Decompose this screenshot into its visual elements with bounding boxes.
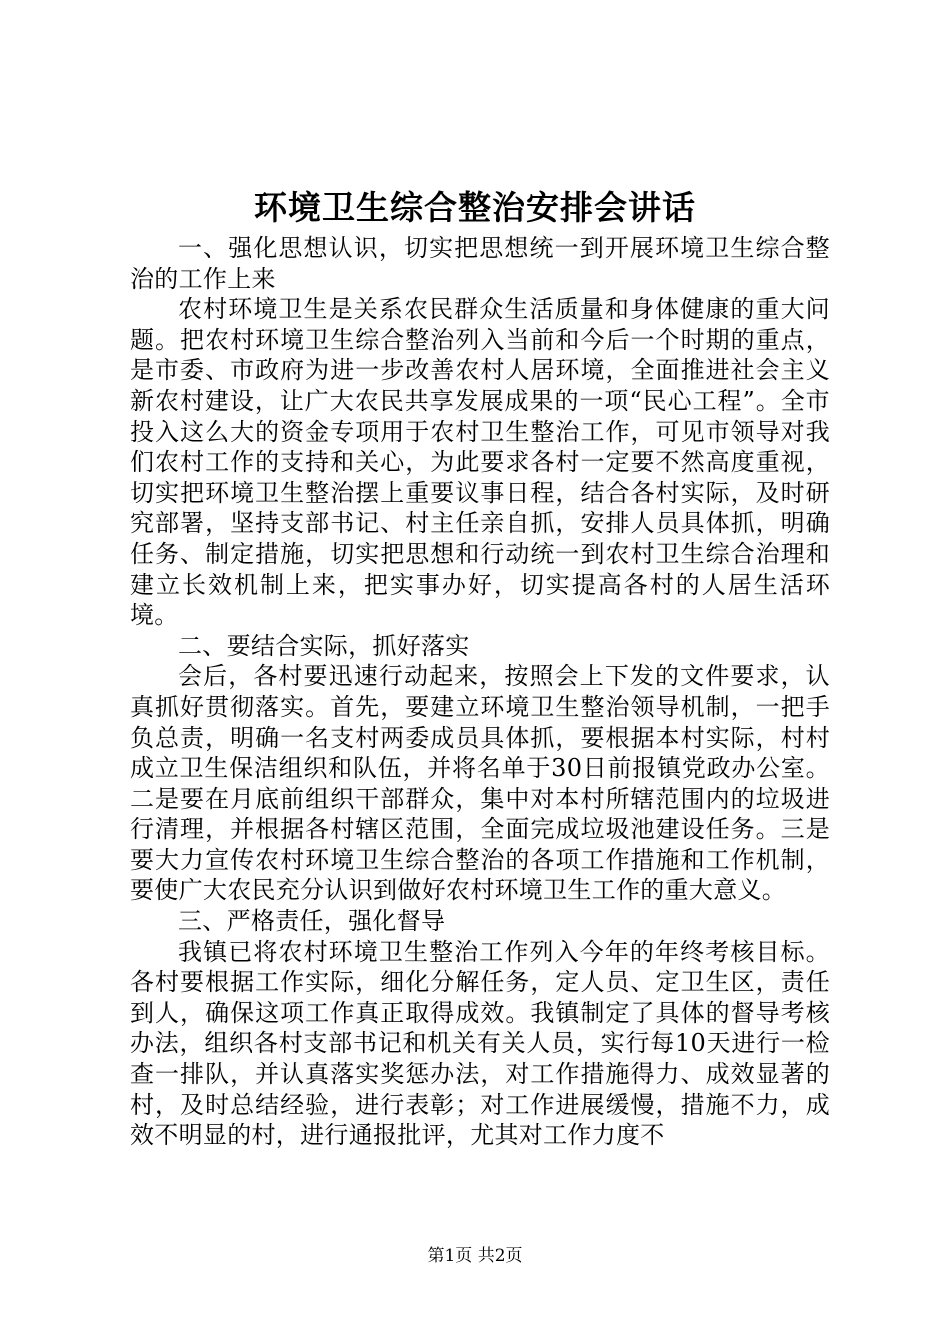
- document-title: 环境卫生综合整治安排会讲话: [254, 188, 696, 227]
- section-paragraph-3: 我镇已将农村环境卫生整治工作列入今年的年终考核目标。各村要根据工作实际，细化分解任务，定人员、定卫生区，责任到人，确保这项工作真正取得成效。我镇制定了具体的督导考核办法，组织各村支部书记和机关有关人员，实行每10天进行一检查一排队，并认真落实奖惩办法，对工作措施得力、成效显著的村，及时总结经验，进行表彰；对工作进展缓慢，措施不力，成效不明显的村，进行通报批评，尤其对工作力度不: [130, 937, 830, 1150]
- page-footer: 第1页 共2页: [427, 1246, 523, 1266]
- section-paragraph-1: 农村环境卫生是关系农民群众生活质量和身体健康的重大问题。把农村环境卫生综合整治列入当前和今后一个时期的重点，是市委、市政府为进一步改善农村人居环境，全面推进社会主义新农村建设，让广大农民共享发展成果的一项“民心工程”。全市投入这么大的资金专项用于农村卫生整治工作，可见市领导对我们农村工作的支持和关心，为此要求各村一定要不然高度重视，切实把环境卫生整治摆上重要议事日程，结合各村实际，及时研究部署，坚持支部书记、村主任亲自抓，安排人员具体抓，明确任务、制定措施，切实把思想和行动统一到农村卫生综合治理和建立长效机制上来，把实事办好，切实提高各村的人居生活环境。: [130, 295, 830, 630]
- section-heading-3: 三、严格责任，强化督导: [178, 907, 446, 936]
- section-heading-1: 一、强化思想认识，切实把思想统一到开展环境卫生综合整治的工作上来: [130, 234, 830, 293]
- section-heading-2: 二、要结合实际，抓好落实: [178, 631, 470, 660]
- section-paragraph-2: 会后，各村要迅速行动起来，按照会上下发的文件要求，认真抓好贯彻落实。首先，要建立环境卫生整治领导机制，一把手负总责，明确一名支村两委成员具体抓，要根据本村实际，村村成立卫生保洁组织和队伍，并将名单于30日前报镇党政办公室。二是要在月底前组织干部群众，集中对本村所辖范围内的垃圾进行清理，并根据各村辖区范围，全面完成垃圾池建设任务。三是要大力宣传农村环境卫生综合整治的各项工作措施和工作机制，要使广大农民充分认识到做好农村环境卫生工作的重大意义。: [130, 662, 830, 905]
- document-body: [130, 233, 830, 1151]
